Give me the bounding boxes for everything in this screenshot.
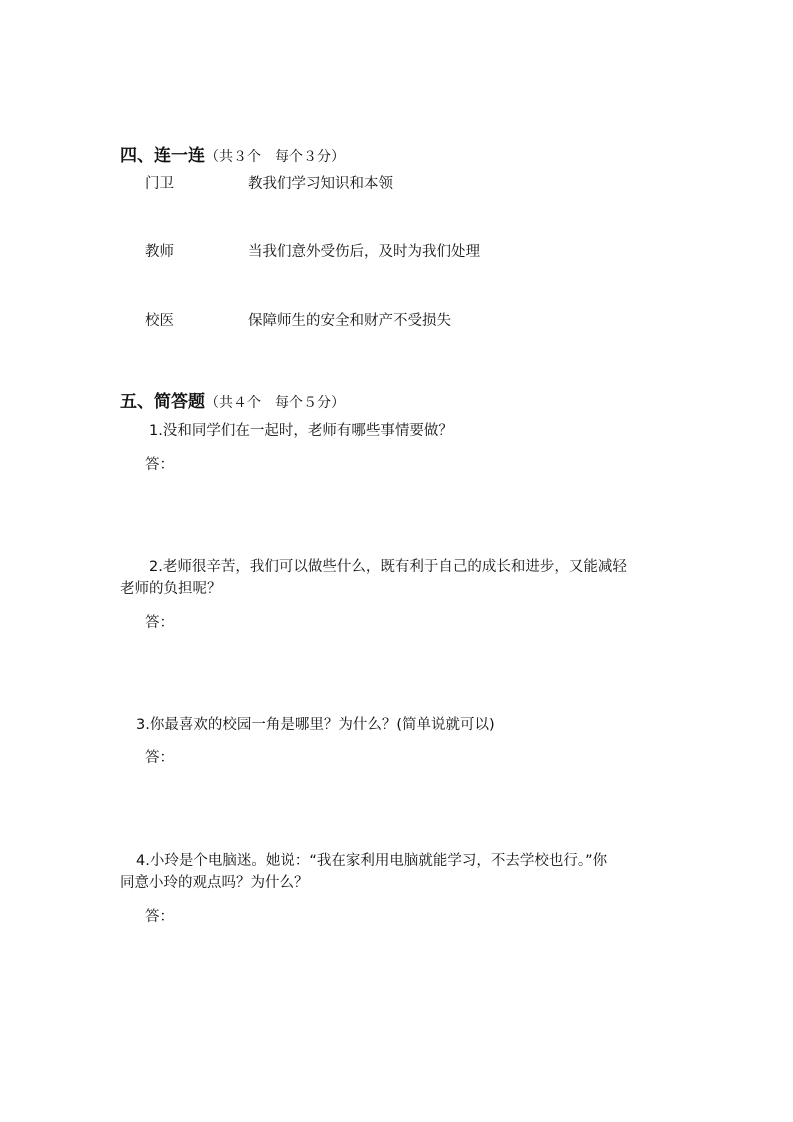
question-1: 1.没和同学们在一起时，老师有哪些事情要做？ [149, 423, 453, 439]
answer-label: 答： [145, 909, 174, 925]
match-left-item: 教师 [145, 244, 174, 260]
section5-title: 五、简答题 [120, 392, 205, 412]
question-2-line2: 老师的负担呢？ [120, 581, 222, 597]
question-4-line2: 同意小玲的观点吗？为什么？ [120, 875, 309, 891]
section4-title: 四、连一连 [120, 146, 205, 166]
match-right-item: 教我们学习知识和本领 [248, 176, 393, 192]
match-left-item: 门卫 [145, 176, 174, 192]
question-2-line1: 2.老师很辛苦，我们可以做些什么，既有利于自己的成长和进步，又能减轻 [149, 559, 627, 575]
section5-heading [120, 387, 345, 412]
question-4-line1: 4.小玲是个电脑迷。她说：“我在家利用电脑就能学习，不去学校也行。”你 [136, 853, 608, 869]
answer-label: 答： [145, 615, 174, 631]
answer-label: 答： [145, 457, 174, 473]
section4-note: （共３个 每个３分） [205, 149, 345, 165]
section4-heading [120, 141, 345, 166]
section5-note: （共４个 每个５分） [205, 395, 345, 411]
match-right-item: 当我们意外受伤后，及时为我们处理 [248, 244, 480, 260]
question-3: 3.你最喜欢的校园一角是哪里？为什么？(简单说就可以) [136, 717, 495, 733]
answer-label: 答： [145, 750, 174, 766]
match-right-item: 保障师生的安全和财产不受损失 [248, 313, 451, 329]
match-left-item: 校医 [145, 313, 174, 329]
